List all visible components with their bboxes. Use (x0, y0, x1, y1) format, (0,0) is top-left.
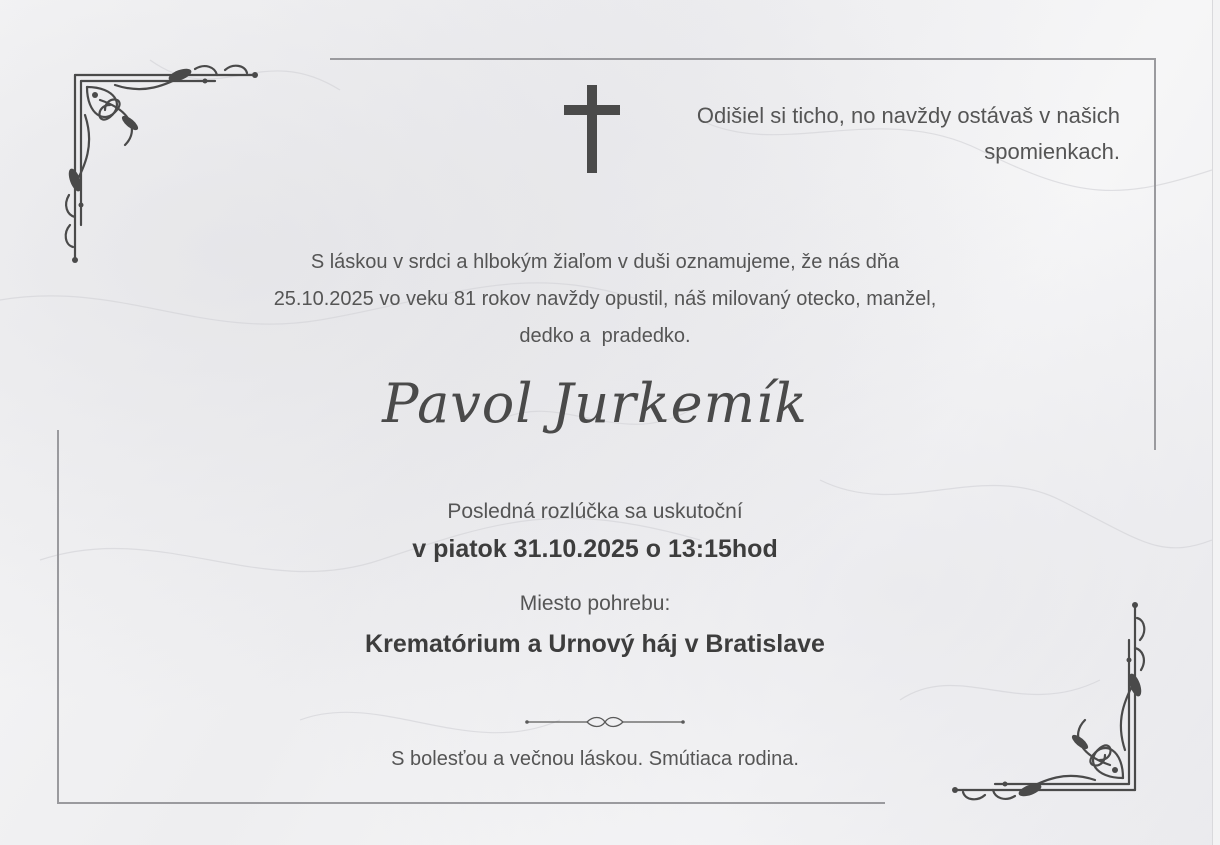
announcement-line-2: 25.10.2025 vo veku 81 rokov navždy opustil, náš milovaný otecko, manžel, (273, 288, 937, 310)
cross-icon (562, 85, 622, 173)
ceremony-datetime: v piatok 31.10.2025 o 13:15hod (412, 535, 778, 563)
announcement-line-1: S láskou v srdci a hlbokým žiaľom v duši oznamujeme, že nás dňa (310, 251, 900, 273)
frame-left-line (57, 430, 59, 803)
quote-line-1: Odišiel si ticho, no navždy ostávaš v našich (696, 103, 1120, 128)
frame-bottom-line (57, 802, 885, 804)
frame-right-line (1154, 58, 1156, 450)
ceremony-label: Posledná rozlúčka sa uskutoční (447, 500, 743, 523)
deceased-name: Pavol Jurkemík (382, 372, 808, 435)
flourish-divider-icon (525, 712, 685, 732)
floral-corner-icon (55, 55, 265, 265)
place-label: Miesto pohrebu: (519, 592, 671, 615)
frame-top-line (330, 58, 1156, 60)
place-value: Krematórium a Urnový háj v Bratislave (365, 630, 825, 658)
quote-line-2: spomienkach. (984, 139, 1120, 164)
closing-line: S bolesťou a večnou láskou. Smútiaca rodina. (391, 748, 799, 770)
death-announcement (200, 244, 1010, 355)
announcement-line-3: dedko a pradedko. (519, 325, 691, 347)
memorial-quote (640, 98, 1120, 170)
